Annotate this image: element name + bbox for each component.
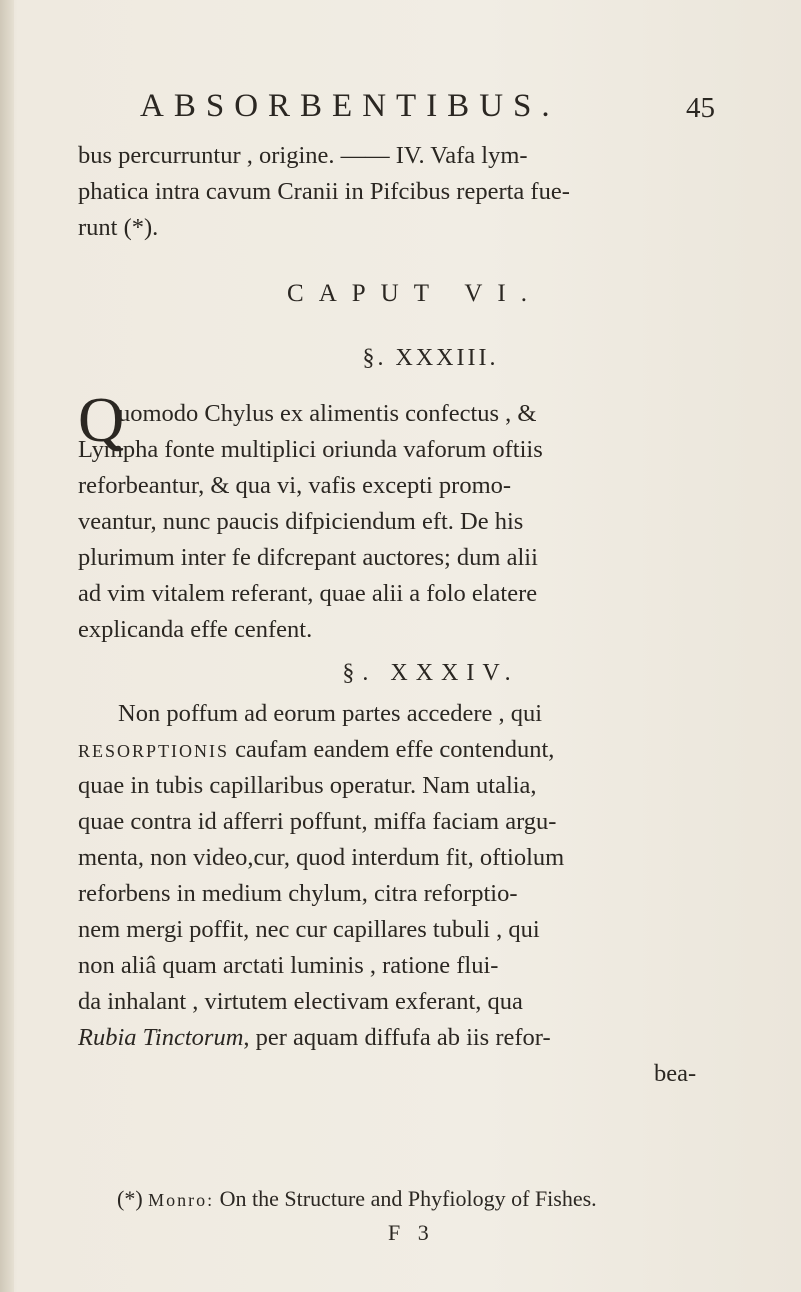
catchword: bea- (654, 1060, 697, 1087)
text-line: non aliâ quam arctati luminis , ratione flui- (78, 952, 499, 979)
text-line: nem mergi poffit, nec cur capillares tubuli , qui (78, 916, 540, 943)
chapter-heading: CAPUT VI. (287, 280, 542, 307)
footnote-text: On the Structure and Phyfiology of Fishes. (214, 1186, 597, 1211)
small-caps-word: RESORPTIONIS (78, 741, 230, 761)
text-line: reforbens in medium chylum, citra reforptio- (78, 880, 518, 907)
text-line: Non poffum ad eorum partes accedere , qui (118, 700, 543, 727)
section-heading: §. XXXIV. (342, 660, 519, 686)
book-spine-edge (0, 0, 14, 1292)
text-line: menta, non video,cur, quod interdum fit, oftiolum (78, 844, 565, 871)
text-line: runt (*). (78, 214, 159, 241)
footnote-marker: (*) (117, 1186, 143, 1211)
footnote-author: Monro: (148, 1190, 215, 1210)
signature-mark: F 3 (388, 1220, 435, 1245)
text-line: quae contra id afferri poffunt, miffa faciam argu- (78, 808, 557, 835)
text-line: explicanda effe cenfent. (78, 616, 313, 643)
text-line (78, 1024, 551, 1052)
text-line: quae in tubis capillaribus operatur. Nam utalia, (78, 772, 537, 799)
text-line: da inhalant , virtutem electivam exferant, qua (78, 988, 523, 1015)
text-fragment: , per aquam diffufa ab iis refor- (243, 1024, 551, 1051)
text-line: bus percurruntur , origine. —— IV. Vafa lym- (78, 142, 528, 169)
text-line: Lympha fonte multiplici oriunda vaforum oftiis (78, 436, 543, 463)
text-fragment: caufam eandem effe contendunt, (229, 736, 555, 763)
text-line: ad vim vitalem referant, quae alii a folo elatere (78, 580, 538, 607)
running-title: ABSORBENTIBUS. (140, 88, 560, 124)
text-line (78, 736, 554, 764)
drop-cap: Q (78, 384, 125, 455)
text-line: plurimum inter fe difcrepant auctores; dum alii (78, 544, 538, 571)
italic-term: Rubia Tinctorum (78, 1024, 244, 1051)
text-line: veantur, nunc paucis difpiciendum eft. De his (78, 508, 524, 535)
text-line: uomodo Chylus ex alimentis confectus , & (118, 400, 537, 427)
text-line: reforbeantur, & qua vi, vafis excepti promo- (78, 472, 512, 499)
text-line: phatica intra cavum Cranii in Pifcibus reperta fue- (78, 178, 570, 205)
footnote (117, 1186, 597, 1212)
section-heading: §. XXXIII. (362, 345, 499, 371)
page-number: 45 (686, 92, 715, 124)
